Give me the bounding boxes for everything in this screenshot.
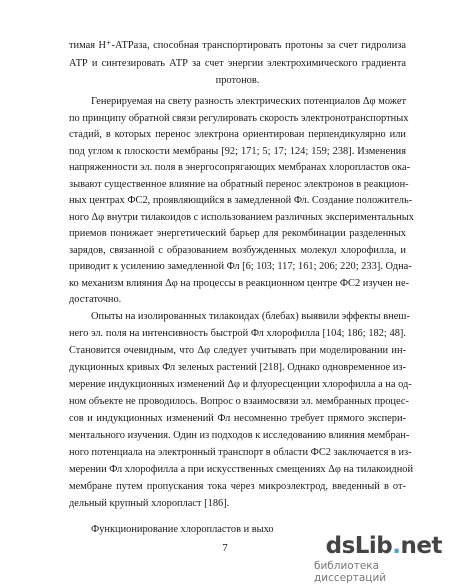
watermark[interactable] <box>314 533 442 584</box>
text-line: АТР и синтезировать АТР за счет энергии электрохимического градиента <box>69 58 406 69</box>
text-line: протонов. <box>215 75 260 86</box>
text-line: ном объекте не проводилось. Вопрос о взаимосвязи эл. мембранных процес- <box>69 396 409 407</box>
text-line: ного Δφ внутри тилакоидов с использованием различных экспериментальных <box>69 212 414 223</box>
text-line: мембране путем пропускания тока через микроэлектрод, введенный в от- <box>69 481 406 492</box>
text-line: достаточно. <box>69 294 122 305</box>
text-line: по принципу обратной связи регулировать скорость электронотранспортных <box>69 113 409 124</box>
text-line: напряженности эл. поля в энергосопрягающих мембранах хлоропластов ока- <box>69 162 411 173</box>
text-line: приемов понижает энергетический барьер для рекомбинации разделенных <box>69 228 406 239</box>
text-line: Становится очевидным, что Δφ следует учитывать при моделировании ин- <box>69 345 406 356</box>
text-line: стадий, в которых перенос электрона ориентирован перпендикулярно или <box>69 129 406 140</box>
text-line: дукционных кривых Фл зеленых растений [218]. Однако одновременное из- <box>69 362 406 373</box>
text-line: тимая H⁺-АТРаза, способная транспортировать протоны за счет гидролиза <box>69 40 406 51</box>
text-line: зарядов, связанной с образованием возбужденных молекул хлорофилла, и <box>69 245 406 256</box>
text-line: ментального изучения. Один из подходов к исследованию влияния мембран- <box>69 430 410 441</box>
watermark-logo: dsLib.net <box>325 533 442 559</box>
text-line: дельный крупный хлоропласт [186]. <box>69 498 230 509</box>
text-line: ных центрах ФС2, проявляющийся в замедленной Фл. Создание положитель- <box>69 195 413 206</box>
text-line: приводит к усилению замедленной Фл [6; 103; 117; 161; 206; 220; 233]. Одна- <box>69 261 412 272</box>
text-line: мерение индукционных изменений Δφ и флуоресценции хлорофилла a на од- <box>69 379 412 390</box>
text-line: Функционирование хлоропластов и выхо <box>91 524 274 535</box>
text-line: Генерируемая на свету разность электрических потенциалов Δφ может <box>91 96 406 107</box>
text-line: мерении Фл хлорофилла a при искусственных смещениях Δφ на тилакоидной <box>69 464 414 475</box>
watermark-subtitle: библиотека диссертаций <box>314 560 387 584</box>
text-line: Опыты на изолированных тилакоидах (блебах) выявили эффекты внеш- <box>91 311 410 322</box>
text-line: ного потенциала на электронный транспорт в области ФС2 заключается в из- <box>69 447 412 458</box>
text-line: зывают существенное влияние на обратный перенос электронов в реакцион- <box>69 179 409 190</box>
text-line: ко механизм влияния Δφ на процессы в реакционном центре ФС2 изучен не- <box>69 278 410 289</box>
page-number: 7 <box>222 542 228 554</box>
text-line: под углом к плоскости мембраны [92; 171; 5; 17; 124; 159; 238]. Изменения <box>69 146 406 157</box>
text-line: сов и индукционных изменений Фл несомненно требует прямого экспери- <box>69 413 406 424</box>
text-line: него эл. поля на интенсивность быстрой Фл хлорофилла [104; 186; 182; 48]. <box>69 328 406 339</box>
